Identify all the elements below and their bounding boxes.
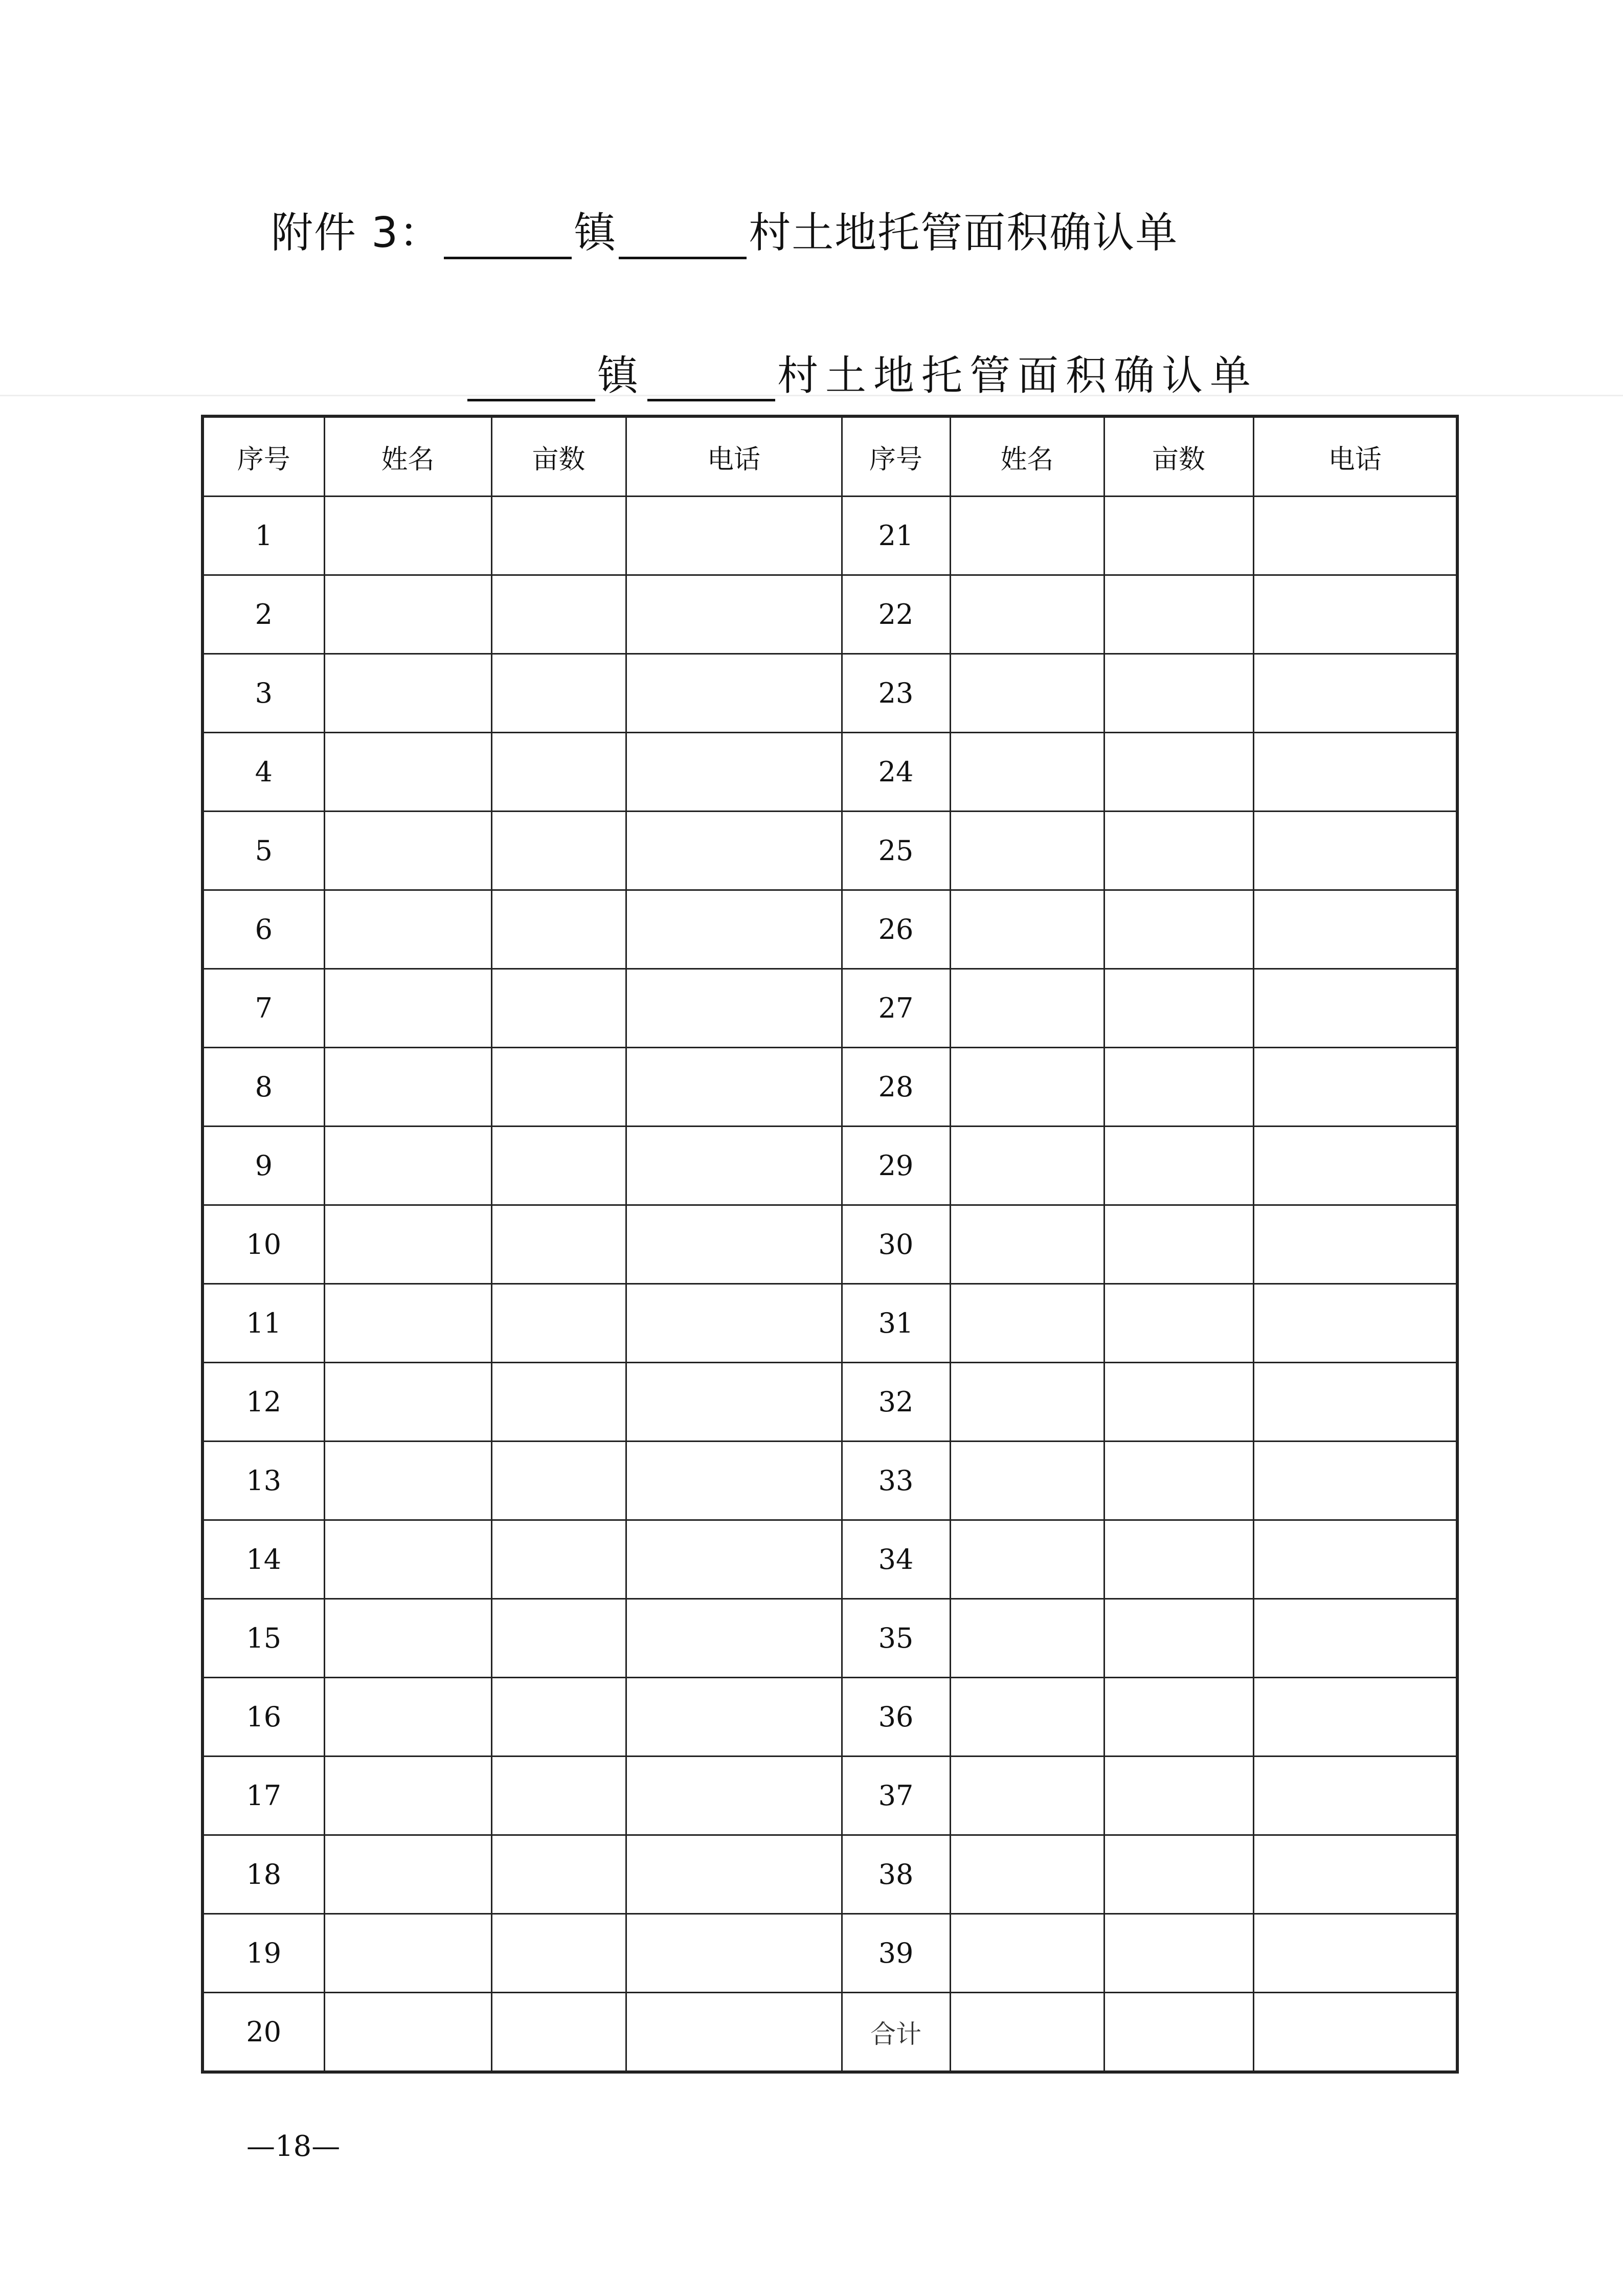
table-row [202, 1993, 1457, 2073]
mu-cell[interactable] [491, 1520, 626, 1599]
row-index: 12 [202, 1363, 324, 1442]
table-row [202, 1914, 1457, 1993]
table-row [202, 1757, 1457, 1835]
mu-cell[interactable] [491, 969, 626, 1048]
row-index: 16 [202, 1678, 324, 1757]
row-index: 33 [842, 1442, 950, 1520]
name-cell[interactable] [324, 1442, 491, 1520]
row-index: 11 [202, 1284, 324, 1363]
table-row [202, 890, 1457, 969]
name-cell[interactable] [950, 1993, 1104, 2073]
name-cell[interactable] [324, 1048, 491, 1127]
table-row [202, 1599, 1457, 1678]
name-cell[interactable] [950, 1363, 1104, 1442]
phone-cell[interactable] [1253, 1442, 1457, 1520]
mu-cell[interactable] [1104, 1678, 1253, 1757]
phone-cell[interactable] [1253, 1835, 1457, 1914]
name-cell[interactable] [950, 733, 1104, 812]
table-row [202, 969, 1457, 1048]
mu-cell[interactable] [491, 733, 626, 812]
row-index: 32 [842, 1363, 950, 1442]
row-index: 39 [842, 1914, 950, 1993]
table-row [202, 1205, 1457, 1284]
row-index: 19 [202, 1914, 324, 1993]
table-row [202, 1363, 1457, 1442]
phone-cell[interactable] [1253, 733, 1457, 812]
row-index: 21 [842, 497, 950, 575]
name-cell[interactable] [950, 1284, 1104, 1363]
phone-cell[interactable] [1253, 575, 1457, 654]
table-row [202, 497, 1457, 575]
table-body [202, 497, 1457, 2073]
phone-cell[interactable] [626, 497, 842, 575]
mu-cell[interactable] [1104, 969, 1253, 1048]
form-village-suffix: 村土地托管面积确认单 [777, 352, 1258, 399]
mu-cell[interactable] [1104, 1757, 1253, 1835]
phone-cell[interactable] [1253, 497, 1457, 575]
name-cell[interactable] [324, 654, 491, 733]
attachment-heading [271, 199, 1178, 259]
mu-cell[interactable] [1104, 1363, 1253, 1442]
mu-cell[interactable] [1104, 1442, 1253, 1520]
name-cell[interactable] [324, 575, 491, 654]
name-cell[interactable] [950, 1205, 1104, 1284]
phone-cell[interactable] [626, 654, 842, 733]
row-index: 8 [202, 1048, 324, 1127]
row-index: 27 [842, 969, 950, 1048]
form-title [465, 343, 1258, 401]
phone-cell[interactable] [1253, 1914, 1457, 1993]
mu-cell[interactable] [1104, 1048, 1253, 1127]
table-row [202, 1048, 1457, 1127]
header-name: 姓名 [324, 416, 491, 497]
mu-cell[interactable] [1104, 654, 1253, 733]
name-cell[interactable] [950, 575, 1104, 654]
name-cell[interactable] [324, 1757, 491, 1835]
name-cell[interactable] [950, 1914, 1104, 1993]
row-index: 36 [842, 1678, 950, 1757]
row-index: 4 [202, 733, 324, 812]
name-cell[interactable] [324, 1284, 491, 1363]
row-index: 34 [842, 1520, 950, 1599]
table-row [202, 1284, 1457, 1363]
phone-cell[interactable] [1253, 890, 1457, 969]
name-cell[interactable] [324, 890, 491, 969]
row-index: 22 [842, 575, 950, 654]
form-town-blank[interactable] [467, 363, 595, 401]
phone-cell[interactable] [626, 1442, 842, 1520]
table-row [202, 1835, 1457, 1914]
mu-cell[interactable] [491, 1599, 626, 1678]
name-cell[interactable] [324, 1914, 491, 1993]
heading-prefix: 附件 3： [271, 209, 442, 257]
phone-cell[interactable] [626, 1048, 842, 1127]
phone-cell[interactable] [1253, 1993, 1457, 2073]
header-index: 序号 [842, 416, 950, 497]
name-cell[interactable] [324, 1520, 491, 1599]
phone-cell[interactable] [626, 1363, 842, 1442]
mu-cell[interactable] [491, 497, 626, 575]
phone-cell[interactable] [1253, 812, 1457, 890]
row-index: 10 [202, 1205, 324, 1284]
name-cell[interactable] [324, 1363, 491, 1442]
name-cell[interactable] [324, 1205, 491, 1284]
phone-cell[interactable] [626, 733, 842, 812]
row-index: 28 [842, 1048, 950, 1127]
mu-cell[interactable] [491, 1442, 626, 1520]
row-index: 24 [842, 733, 950, 812]
table-row [202, 733, 1457, 812]
table-row [202, 575, 1457, 654]
name-cell[interactable] [950, 1442, 1104, 1520]
phone-cell[interactable] [1253, 1363, 1457, 1442]
mu-cell[interactable] [491, 1678, 626, 1757]
mu-cell[interactable] [491, 890, 626, 969]
row-index: 29 [842, 1127, 950, 1205]
name-cell[interactable] [950, 1048, 1104, 1127]
header-row [202, 416, 1457, 497]
header-mu: 亩数 [1104, 416, 1253, 497]
row-index: 17 [202, 1757, 324, 1835]
row-index: 6 [202, 890, 324, 969]
table-row [202, 1520, 1457, 1599]
table-row [202, 1127, 1457, 1205]
row-index: 23 [842, 654, 950, 733]
row-index: 3 [202, 654, 324, 733]
phone-cell[interactable] [1253, 1520, 1457, 1599]
mu-cell[interactable] [491, 812, 626, 890]
phone-cell[interactable] [1253, 1205, 1457, 1284]
phone-cell[interactable] [1253, 1048, 1457, 1127]
phone-cell[interactable] [1253, 1127, 1457, 1205]
mu-cell[interactable] [491, 1914, 626, 1993]
name-cell[interactable] [324, 812, 491, 890]
town-blank[interactable] [444, 221, 572, 259]
heading-village-suffix: 村土地托管面积确认单 [749, 209, 1179, 257]
mu-cell[interactable] [1104, 1127, 1253, 1205]
name-cell[interactable] [950, 1678, 1104, 1757]
phone-cell[interactable] [626, 890, 842, 969]
name-cell[interactable] [324, 1835, 491, 1914]
name-cell[interactable] [950, 1757, 1104, 1835]
mu-cell[interactable] [1104, 733, 1253, 812]
row-index: 7 [202, 969, 324, 1048]
table-row [202, 812, 1457, 890]
phone-cell[interactable] [1253, 1599, 1457, 1678]
phone-cell[interactable] [1253, 654, 1457, 733]
name-cell[interactable] [950, 812, 1104, 890]
mu-cell[interactable] [1104, 1599, 1253, 1678]
mu-cell[interactable] [491, 1835, 626, 1914]
phone-cell[interactable] [626, 1678, 842, 1757]
row-index: 20 [202, 1993, 324, 2073]
name-cell[interactable] [950, 1127, 1104, 1205]
mu-cell[interactable] [1104, 575, 1253, 654]
header-mu: 亩数 [491, 416, 626, 497]
phone-cell[interactable] [626, 812, 842, 890]
row-index: 18 [202, 1835, 324, 1914]
mu-cell[interactable] [1104, 890, 1253, 969]
phone-cell[interactable] [626, 1127, 842, 1205]
phone-cell[interactable] [626, 1993, 842, 2073]
header-phone: 电话 [1253, 416, 1457, 497]
mu-cell[interactable] [1104, 812, 1253, 890]
row-index: 13 [202, 1442, 324, 1520]
row-index: 25 [842, 812, 950, 890]
name-cell[interactable] [950, 654, 1104, 733]
table-row [202, 1678, 1457, 1757]
name-cell[interactable] [950, 497, 1104, 575]
name-cell[interactable] [950, 890, 1104, 969]
name-cell[interactable] [324, 1599, 491, 1678]
mu-cell[interactable] [491, 1048, 626, 1127]
row-index: 9 [202, 1127, 324, 1205]
name-cell[interactable] [950, 1599, 1104, 1678]
name-cell[interactable] [324, 1678, 491, 1757]
row-index: 15 [202, 1599, 324, 1678]
phone-cell[interactable] [1253, 1284, 1457, 1363]
row-index: 31 [842, 1284, 950, 1363]
mu-cell[interactable] [491, 1993, 626, 2073]
mu-cell[interactable] [491, 1757, 626, 1835]
row-index: 38 [842, 1835, 950, 1914]
phone-cell[interactable] [626, 1914, 842, 1993]
phone-cell[interactable] [626, 1835, 842, 1914]
row-index: 2 [202, 575, 324, 654]
row-index: 35 [842, 1599, 950, 1678]
mu-cell[interactable] [491, 1363, 626, 1442]
mu-cell[interactable] [491, 575, 626, 654]
table-row [202, 654, 1457, 733]
mu-cell[interactable] [1104, 1520, 1253, 1599]
mu-cell[interactable] [491, 1127, 626, 1205]
name-cell[interactable] [324, 497, 491, 575]
land-area-table [201, 415, 1459, 2074]
table-row [202, 1442, 1457, 1520]
name-cell[interactable] [324, 1993, 491, 2073]
row-index: 5 [202, 812, 324, 890]
phone-cell[interactable] [1253, 969, 1457, 1048]
mu-cell[interactable] [491, 1284, 626, 1363]
total-label: 合计 [842, 1993, 950, 2073]
phone-cell[interactable] [1253, 1678, 1457, 1757]
phone-cell[interactable] [626, 1520, 842, 1599]
village-blank[interactable] [619, 221, 747, 259]
row-index: 1 [202, 497, 324, 575]
mu-cell[interactable] [491, 1205, 626, 1284]
row-index: 30 [842, 1205, 950, 1284]
name-cell[interactable] [324, 1127, 491, 1205]
mu-cell[interactable] [1104, 1914, 1253, 1993]
header-phone: 电话 [626, 416, 842, 497]
row-index: 37 [842, 1757, 950, 1835]
form-town-suffix: 镇 [597, 352, 645, 399]
row-index: 26 [842, 890, 950, 969]
header-name: 姓名 [950, 416, 1104, 497]
form-village-blank[interactable] [647, 363, 775, 401]
mu-cell[interactable] [1104, 1205, 1253, 1284]
heading-town-suffix: 镇 [574, 209, 617, 257]
mu-cell[interactable] [1104, 1993, 1253, 2073]
mu-cell[interactable] [1104, 497, 1253, 575]
header-index: 序号 [202, 416, 324, 497]
mu-cell[interactable] [1104, 1835, 1253, 1914]
phone-cell[interactable] [626, 1205, 842, 1284]
name-cell[interactable] [324, 969, 491, 1048]
mu-cell[interactable] [491, 654, 626, 733]
row-index: 14 [202, 1520, 324, 1599]
phone-cell[interactable] [626, 1599, 842, 1678]
phone-cell[interactable] [1253, 1757, 1457, 1835]
name-cell[interactable] [324, 733, 491, 812]
name-cell[interactable] [950, 969, 1104, 1048]
phone-cell[interactable] [626, 1757, 842, 1835]
name-cell[interactable] [950, 1835, 1104, 1914]
name-cell[interactable] [950, 1520, 1104, 1599]
phone-cell[interactable] [626, 1284, 842, 1363]
phone-cell[interactable] [626, 575, 842, 654]
mu-cell[interactable] [1104, 1284, 1253, 1363]
phone-cell[interactable] [626, 969, 842, 1048]
page-number: —18— [246, 2130, 341, 2163]
